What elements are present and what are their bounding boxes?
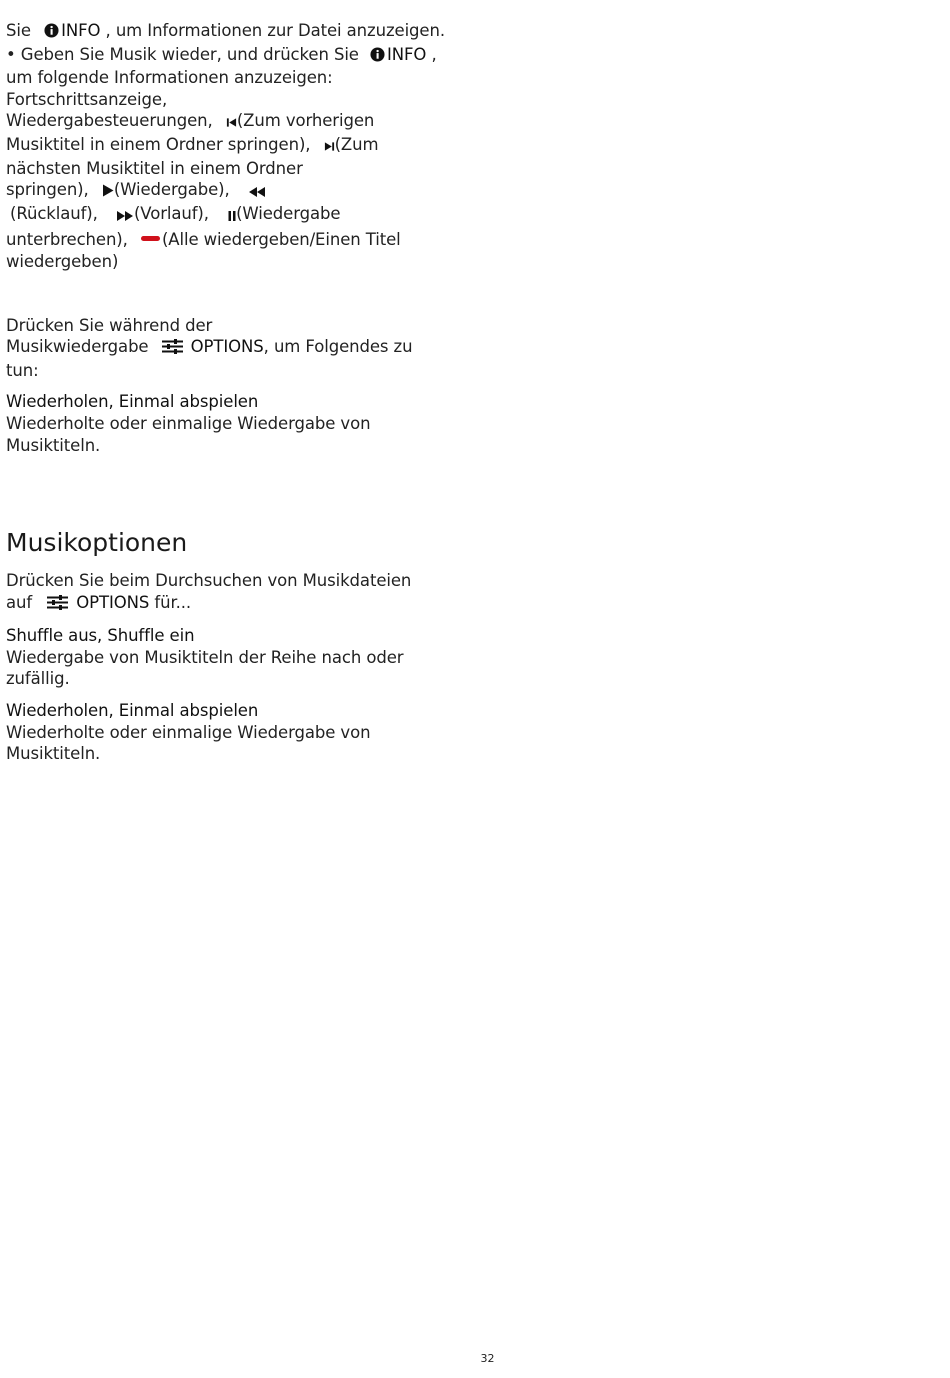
document-page xyxy=(6,20,456,765)
text: Musikwiedergabe xyxy=(6,337,149,357)
section-repeat-desc-1: Wiederholte oder einmalige Wiedergabe von xyxy=(6,722,371,742)
text: unterbrechen), xyxy=(6,230,128,250)
next-icon xyxy=(324,136,335,158)
intro-line-10 xyxy=(6,226,456,251)
intro-line-3: um folgende Informationen anzuzeigen: xyxy=(6,68,333,88)
text: (Zum vorherigen xyxy=(236,111,375,131)
previous-icon xyxy=(226,112,237,134)
section-repeat-desc-2: Musiktiteln. xyxy=(6,744,101,764)
during-line-2 xyxy=(6,336,456,360)
intro-line-4: Fortschrittsanzeige, xyxy=(6,89,168,109)
options-icon xyxy=(47,594,68,616)
text: springen), xyxy=(6,180,89,200)
intro-line-1 xyxy=(6,20,456,44)
text: (Zum xyxy=(334,134,379,154)
section-repeat-title: Wiederholen, Einmal abspielen xyxy=(6,701,259,721)
text: für... xyxy=(154,592,192,612)
options-icon xyxy=(162,338,183,360)
intro-line-2 xyxy=(6,44,456,68)
options-label: OPTIONS xyxy=(76,592,150,612)
text: (Rücklauf), xyxy=(10,203,98,223)
intro-line-7: nächsten Musiktitel in einem Ordner xyxy=(6,158,303,178)
pause-icon xyxy=(228,205,236,227)
shuffle-desc-1: Wiedergabe von Musiktiteln der Reihe nach oder xyxy=(6,647,404,667)
play-icon xyxy=(102,181,114,203)
during-line-3: tun: xyxy=(6,360,39,380)
rewind-icon xyxy=(249,181,266,203)
text: Wiedergabesteuerungen, xyxy=(6,111,213,131)
shuffle-desc-2: zufällig. xyxy=(6,669,70,689)
intro-line-5 xyxy=(6,110,456,134)
shuffle-title: Shuffle aus, Shuffle ein xyxy=(6,626,195,646)
section-heading: Musikoptionen xyxy=(6,528,188,558)
options-label: OPTIONS xyxy=(190,337,264,357)
intro-line-9 xyxy=(6,203,456,227)
text: , xyxy=(431,44,437,64)
info-label: INFO xyxy=(61,21,101,40)
during-repeat-title: Wiederholen, Einmal abspielen xyxy=(6,392,259,412)
red-key-icon xyxy=(141,226,160,248)
text: , um Informationen zur Datei anzuzeigen. xyxy=(105,21,445,40)
intro-line-11: wiedergeben) xyxy=(6,251,119,271)
text: • Geben Sie Musik wieder, und drücken Sie xyxy=(6,44,359,64)
info-icon xyxy=(370,46,385,68)
page-number: 32 xyxy=(480,1352,495,1365)
text: (Wiedergabe), xyxy=(113,180,230,200)
during-line-1: Drücken Sie während der xyxy=(6,315,213,335)
section-line-1: Drücken Sie beim Durchsuchen von Musikdateien xyxy=(6,571,412,591)
fast-forward-icon xyxy=(117,205,134,227)
intro-line-6 xyxy=(6,134,456,158)
section-line-2 xyxy=(6,592,456,616)
text: Sie xyxy=(6,21,31,40)
info-icon xyxy=(44,22,59,44)
text: (Alle wiedergeben/Einen Titel xyxy=(161,230,401,250)
intro-line-8 xyxy=(6,179,456,203)
text: (Wiedergabe xyxy=(236,203,341,223)
text: , um Folgendes zu xyxy=(263,337,413,357)
text: auf xyxy=(6,592,33,612)
during-repeat-desc-2: Musiktiteln. xyxy=(6,435,101,455)
during-repeat-desc-1: Wiederholte oder einmalige Wiedergabe von xyxy=(6,413,371,433)
text: Musiktitel in einem Ordner springen), xyxy=(6,134,311,154)
info-label: INFO xyxy=(387,44,427,64)
text: (Vorlauf), xyxy=(133,203,209,223)
